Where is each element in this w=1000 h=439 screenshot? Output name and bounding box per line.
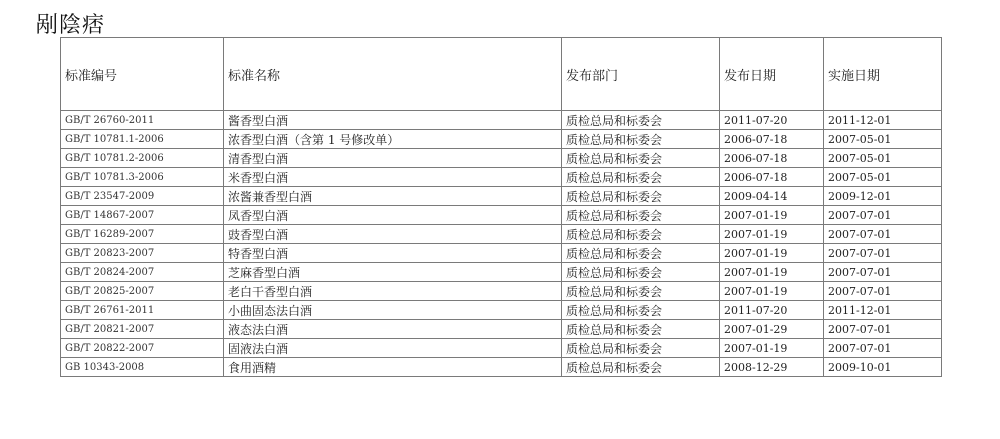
cell-issuing-department: 质检总局和标委会 xyxy=(562,225,720,244)
cell-publish-date: 2007-01-19 xyxy=(720,206,824,225)
cell-standard-name: 食用酒精 xyxy=(224,358,562,377)
cell-publish-date: 2006-07-18 xyxy=(720,130,824,149)
cell-issuing-department: 质检总局和标委会 xyxy=(562,111,720,130)
cell-standard-name: 老白干香型白酒 xyxy=(224,282,562,301)
cell-standard-name: 液态法白酒 xyxy=(224,320,562,339)
cell-effective-date: 2007-05-01 xyxy=(824,149,942,168)
cell-standard-number: GB/T 16289-2007 xyxy=(61,225,224,244)
standards-table xyxy=(60,37,942,377)
header-publish-date: 发布日期 xyxy=(720,38,824,111)
table-row xyxy=(61,130,942,149)
table-row xyxy=(61,320,942,339)
table-row xyxy=(61,168,942,187)
cell-standard-name: 豉香型白酒 xyxy=(224,225,562,244)
cell-standard-number: GB/T 20823-2007 xyxy=(61,244,224,263)
cell-standard-name: 小曲固态法白酒 xyxy=(224,301,562,320)
cell-effective-date: 2007-05-01 xyxy=(824,168,942,187)
cell-standard-name: 米香型白酒 xyxy=(224,168,562,187)
cell-effective-date: 2011-12-01 xyxy=(824,301,942,320)
cell-issuing-department: 质检总局和标委会 xyxy=(562,320,720,339)
table-row xyxy=(61,263,942,282)
cell-standard-name: 芝麻香型白酒 xyxy=(224,263,562,282)
table-row xyxy=(61,301,942,320)
cell-publish-date: 2008-12-29 xyxy=(720,358,824,377)
cell-publish-date: 2006-07-18 xyxy=(720,168,824,187)
page-title: 剐陰痞 xyxy=(36,13,106,38)
cell-effective-date: 2007-07-01 xyxy=(824,339,942,358)
table-row xyxy=(61,206,942,225)
cell-effective-date: 2007-07-01 xyxy=(824,320,942,339)
cell-issuing-department: 质检总局和标委会 xyxy=(562,282,720,301)
cell-publish-date: 2007-01-19 xyxy=(720,282,824,301)
cell-issuing-department: 质检总局和标委会 xyxy=(562,358,720,377)
cell-standard-number: GB/T 20824-2007 xyxy=(61,263,224,282)
cell-publish-date: 2007-01-19 xyxy=(720,225,824,244)
cell-issuing-department: 质检总局和标委会 xyxy=(562,206,720,225)
cell-effective-date: 2007-07-01 xyxy=(824,244,942,263)
cell-issuing-department: 质检总局和标委会 xyxy=(562,244,720,263)
cell-standard-number: GB/T 20825-2007 xyxy=(61,282,224,301)
cell-effective-date: 2007-05-01 xyxy=(824,130,942,149)
table-row xyxy=(61,187,942,206)
table-row xyxy=(61,282,942,301)
cell-standard-number: GB/T 23547-2009 xyxy=(61,187,224,206)
cell-effective-date: 2007-07-01 xyxy=(824,282,942,301)
cell-effective-date: 2007-07-01 xyxy=(824,263,942,282)
table-row xyxy=(61,149,942,168)
cell-effective-date: 2007-07-01 xyxy=(824,206,942,225)
header-standard-name: 标准名称 xyxy=(224,38,562,111)
cell-standard-number: GB/T 10781.2-2006 xyxy=(61,149,224,168)
cell-effective-date: 2009-10-01 xyxy=(824,358,942,377)
header-effective-date: 实施日期 xyxy=(824,38,942,111)
cell-publish-date: 2007-01-19 xyxy=(720,244,824,263)
cell-publish-date: 2007-01-19 xyxy=(720,263,824,282)
cell-publish-date: 2009-04-14 xyxy=(720,187,824,206)
cell-standard-number: GB 10343-2008 xyxy=(61,358,224,377)
cell-standard-number: GB/T 26760-2011 xyxy=(61,111,224,130)
cell-issuing-department: 质检总局和标委会 xyxy=(562,149,720,168)
header-issuing-department: 发布部门 xyxy=(562,38,720,111)
table-row xyxy=(61,358,942,377)
cell-publish-date: 2011-07-20 xyxy=(720,111,824,130)
cell-issuing-department: 质检总局和标委会 xyxy=(562,168,720,187)
cell-effective-date: 2009-12-01 xyxy=(824,187,942,206)
table-body xyxy=(61,111,942,377)
table-header-row xyxy=(61,38,942,111)
cell-issuing-department: 质检总局和标委会 xyxy=(562,130,720,149)
cell-standard-number: GB/T 10781.3-2006 xyxy=(61,168,224,187)
cell-standard-number: GB/T 10781.1-2006 xyxy=(61,130,224,149)
cell-standard-number: GB/T 20821-2007 xyxy=(61,320,224,339)
cell-publish-date: 2011-07-20 xyxy=(720,301,824,320)
cell-effective-date: 2011-12-01 xyxy=(824,111,942,130)
table-row xyxy=(61,244,942,263)
cell-standard-name: 特香型白酒 xyxy=(224,244,562,263)
cell-publish-date: 2006-07-18 xyxy=(720,149,824,168)
cell-issuing-department: 质检总局和标委会 xyxy=(562,339,720,358)
cell-issuing-department: 质检总局和标委会 xyxy=(562,301,720,320)
cell-standard-number: GB/T 26761-2011 xyxy=(61,301,224,320)
table-row xyxy=(61,225,942,244)
cell-standard-name: 凤香型白酒 xyxy=(224,206,562,225)
cell-standard-name: 清香型白酒 xyxy=(224,149,562,168)
table-row xyxy=(61,339,942,358)
cell-standard-name: 浓酱兼香型白酒 xyxy=(224,187,562,206)
cell-effective-date: 2007-07-01 xyxy=(824,225,942,244)
cell-issuing-department: 质检总局和标委会 xyxy=(562,187,720,206)
header-standard-number: 标准编号 xyxy=(61,38,224,111)
cell-publish-date: 2007-01-19 xyxy=(720,339,824,358)
cell-standard-number: GB/T 14867-2007 xyxy=(61,206,224,225)
cell-standard-number: GB/T 20822-2007 xyxy=(61,339,224,358)
cell-issuing-department: 质检总局和标委会 xyxy=(562,263,720,282)
cell-standard-name: 浓香型白酒（含第 1 号修改单） xyxy=(224,130,562,149)
table-row xyxy=(61,111,942,130)
cell-standard-name: 酱香型白酒 xyxy=(224,111,562,130)
cell-standard-name: 固液法白酒 xyxy=(224,339,562,358)
cell-publish-date: 2007-01-29 xyxy=(720,320,824,339)
